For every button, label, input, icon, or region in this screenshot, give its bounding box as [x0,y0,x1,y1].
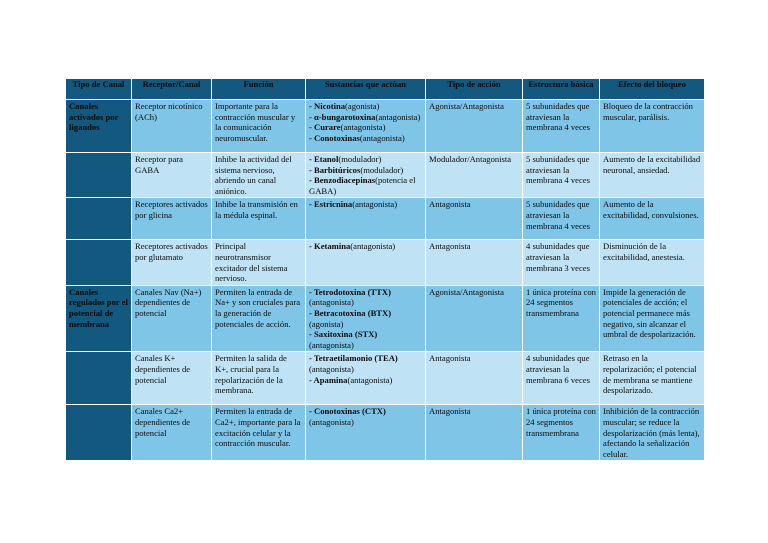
table-row [66,352,705,405]
substance-item [309,101,422,112]
action-cell: Antagonista [426,198,523,240]
substance-item [309,308,422,329]
substance-role: (agonista) [309,318,344,329]
substance-role: (antagonista) [352,199,398,210]
substance-role: (antagonista) [375,111,421,122]
substance-name: - Ketamina [309,241,351,252]
effect-cell: Impide la generación de potenciales de acción; el potencial permanece más negativo, sin alcanzar el umbral de despolarización. [600,285,705,352]
function-cell: Importante para la contracción muscular y la comunicación neuromuscular. [212,100,306,153]
receptor-cell: Receptores activados por glutamato [132,240,212,285]
effect-cell: Aumento de la excitabilidad neuronal, ansiedad. [600,153,705,198]
action-cell: Modulador/Antagonista [426,153,523,198]
channels-table [65,78,705,461]
substance-name: - Curare [309,122,341,133]
substance-name: - Apamina [309,374,348,385]
substance-role: (modulador) [338,154,382,164]
substance-item [309,406,422,427]
effect-cell: Bloqueo de la contracción muscular, parálisis. [600,100,705,153]
substance-name: - Saxitoxina (STX) [309,329,378,340]
substances-cell [306,153,426,198]
substance-role: (antagonista) [309,416,354,427]
substance-item [309,241,422,252]
action-cell: Antagonista [426,240,523,285]
function-cell: Permiten la salida de K+, crucial para la repolarización de la membrana. [212,352,306,405]
action-cell: Antagonista [426,352,523,405]
structure-cell: 5 subunidades que atraviesan la membrana 4 veces [523,100,600,153]
function-cell: Inhibe la transmisión en la médula espinal. [212,198,306,240]
substance-item [309,154,422,165]
function-cell: Inhibe la actividad del sistema nervioso, abriendo un canal aniónico. [212,153,306,198]
substance-name: - Barbitúricos [309,164,361,175]
substances-cell [306,198,426,240]
structure-cell: 5 subunidades que atraviesan la membrana 4 veces [523,153,600,198]
substance-name: - Betracotoxina (BTX) [309,307,392,318]
substance-role: (antagonista) [359,132,405,143]
substances-cell [306,285,426,352]
substances-cell [306,405,426,461]
table-row [66,285,705,352]
header-row [66,79,705,100]
substance-role: (antagonista) [309,339,354,350]
substance-item [309,329,422,350]
category-cell [66,405,132,461]
substances-cell [306,100,426,153]
substance-role: (potencia el GABA) [309,175,416,196]
header-cell: Función [212,79,306,100]
header-cell: Sustancias que actúan [306,79,426,100]
receptor-cell: Canales K+ dependientes de potencial [132,352,212,405]
header-cell: Estructura básica [523,79,600,100]
substance-item [309,199,422,210]
action-cell: Agonista/Antagonista [426,100,523,153]
function-cell: Principal neurotransmisor excitador del sistema nervioso. [212,240,306,285]
header-cell: Tipo de acción [426,79,523,100]
receptor-cell: Receptores activados por glicina [132,198,212,240]
table-row [66,198,705,240]
category-cell [66,352,132,405]
substance-item [309,133,422,144]
receptor-cell: Receptor nicotínico (ACh) [132,100,212,153]
substance-role: (antagonista) [309,363,354,374]
substance-name: - Tetraetilamonio (TEA) [309,353,398,364]
substance-name: - α-bungarotoxina [309,111,376,122]
table-row [66,153,705,198]
action-cell: Antagonista [426,405,523,461]
effect-cell: Inhibición de la contracción muscular; se reduce la despolarización (más lenta), afectando la señalización celular. [600,405,705,461]
category-cell [66,240,132,285]
function-cell: Permiten la entrada de Na+ y son cruciales para la generación de potenciales de acción. [212,285,306,352]
substance-name: - Estricnina [309,199,353,210]
structure-cell: 4 subunidades que atraviesan la membrana 3 veces [523,240,600,285]
substance-item [309,175,422,196]
action-cell: Agonista/Antagonista [426,285,523,352]
header-cell: Tipo de Canal [66,79,132,100]
table-row [66,100,705,153]
substance-name: - Etanol [309,154,339,164]
receptor-cell: Canales Ca2+ dependientes de potencial [132,405,212,461]
table-row [66,405,705,461]
effect-cell: Disminución de la excitabilidad, anestesia. [600,240,705,285]
substance-name: - Conotoxinas [309,132,360,143]
substance-role: (antagonista) [347,374,393,385]
substance-role: (antagonista) [340,122,386,133]
substance-item [309,375,422,386]
substance-item [309,353,422,374]
substance-role: (antagonista) [309,297,354,308]
substance-name: - Tetrodotoxina (TTX) [309,286,391,297]
receptor-cell: Canales Nav (Na+) dependientes de potencial [132,285,212,352]
category-cell [66,153,132,198]
substance-role: (modulador) [360,164,404,175]
substance-role: (antagonista) [350,241,396,252]
substance-name: - Conotoxinas (CTX) [309,406,386,417]
receptor-cell: Receptor para GABA [132,153,212,198]
substance-item [309,112,422,123]
effect-cell: Aumento de la excitabilidad, convulsiones. [600,198,705,240]
substance-item [309,165,422,176]
category-cell [66,198,132,240]
category-cell: Canales activados por ligandos [66,100,132,153]
effect-cell: Retraso en la repolarización; el potencial de membrana se mantiene despolarizado. [600,352,705,405]
structure-cell: 1 única proteína con 24 segmentos transmembrana [523,285,600,352]
structure-cell: 1 única proteína con 24 segmentos transmembrana [523,405,600,461]
category-cell: Canales regulados por el potencial de membrana [66,285,132,352]
substance-item [309,122,422,133]
structure-cell: 5 subunidades que atraviesan la membrana 4 veces [523,198,600,240]
header-cell: Efecto del bloqueo [600,79,705,100]
substance-item [309,287,422,308]
substance-role: (agonista) [345,101,380,111]
substances-cell [306,352,426,405]
header-cell: Receptor/Canal [132,79,212,100]
function-cell: Permiten la entrada de Ca2+, importante para la excitación celular y la contracción muscular. [212,405,306,461]
substance-name: - Nicotina [309,101,346,111]
substances-cell [306,240,426,285]
substance-name: - Benzodiacepinas [309,175,376,186]
table-row [66,240,705,285]
structure-cell: 4 subunidades que atraviesan la membrana 6 veces [523,352,600,405]
